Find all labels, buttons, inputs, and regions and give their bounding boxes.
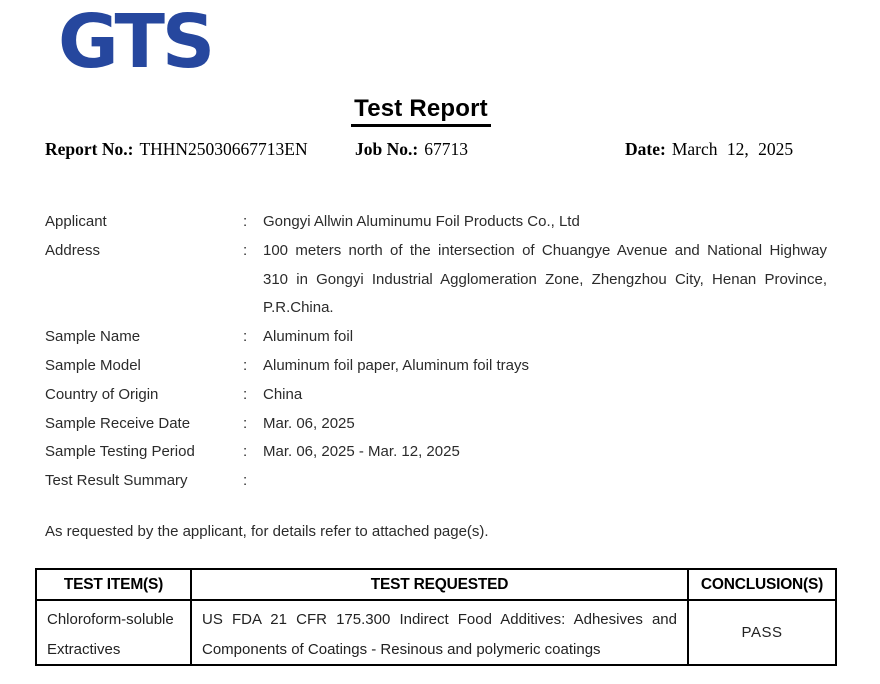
field-colon: : — [243, 385, 248, 403]
date-label: Date: — [625, 139, 666, 159]
col-test-items-header: TEST ITEM(S) — [36, 569, 191, 600]
field-label: Country of Origin — [45, 385, 159, 403]
test-requested-cell — [191, 600, 688, 665]
field-value: Aluminum foil paper, Aluminum foil trays — [263, 356, 529, 374]
page-title: Test Report — [351, 95, 491, 127]
field-label: Sample Testing Period — [45, 443, 195, 461]
field-value: Aluminum foil — [263, 328, 354, 346]
field-applicant — [45, 208, 827, 237]
field-label: Sample Model — [45, 356, 141, 374]
field-sample-model — [45, 352, 827, 381]
field-label: Sample Receive Date — [45, 414, 191, 432]
test-item-line: Chloroform-soluble — [47, 611, 174, 628]
field-value: China — [263, 385, 303, 403]
field-sample-name — [45, 323, 827, 352]
field-colon: : — [243, 356, 248, 374]
col-test-requested-header: TEST REQUESTED — [191, 569, 688, 600]
report-no-value: THHN25030667713EN — [139, 139, 308, 159]
field-colon: : — [243, 213, 248, 230]
conclusion-value: PASS — [741, 624, 783, 641]
field-value-line: 100 meters north of the intersection of Chuangye Avenue and National Highway — [263, 241, 827, 259]
field-label: Applicant — [45, 213, 107, 230]
date-value: March 12, 2025 — [671, 139, 794, 159]
sample-info-section — [45, 208, 827, 496]
field-value: Gongyi Allwin Aluminumu Foil Products Co., Ltd — [263, 213, 580, 230]
test-requested-line: Components of Coatings - Resinous and polymeric coatings — [202, 640, 601, 658]
table-row — [36, 600, 836, 665]
report-no-label: Report No.: — [45, 139, 134, 159]
gts-logo: GTS — [58, 0, 213, 85]
test-item-line: Extractives — [47, 640, 121, 658]
report-meta-row — [0, 139, 880, 165]
field-value-line: P.R.China. — [263, 299, 334, 317]
field-value-line: 310 in Gongyi Industrial Agglomeration Zone, Zhengzhou City, Henan Province, — [263, 270, 827, 288]
field-address — [45, 237, 827, 323]
conclusion-cell — [688, 600, 836, 665]
field-sample-receive-date — [45, 410, 827, 439]
results-table — [35, 568, 837, 666]
field-country-of-origin — [45, 381, 827, 410]
field-sample-testing-period — [45, 438, 827, 467]
report-date — [625, 139, 793, 160]
job-no-value: 67713 — [424, 139, 468, 159]
field-colon: : — [243, 241, 248, 259]
field-label: Sample Name — [45, 328, 141, 346]
field-colon: : — [243, 443, 248, 461]
job-no — [355, 139, 468, 160]
field-value: Mar. 06, 2025 - Mar. 12, 2025 — [263, 443, 460, 461]
test-item-cell — [36, 600, 191, 665]
field-label: Address — [45, 241, 101, 259]
title-row — [0, 95, 842, 127]
field-colon: : — [243, 414, 248, 432]
note-text: As requested by the applicant, for details refer to attached page(s). — [45, 523, 489, 540]
field-value: Mar. 06, 2025 — [263, 414, 355, 432]
field-colon: : — [243, 328, 248, 346]
job-no-label: Job No.: — [355, 139, 419, 159]
table-header-row — [36, 569, 836, 600]
field-label: Test Result Summary — [45, 472, 188, 490]
col-conclusions-header: CONCLUSION(S) — [688, 569, 836, 600]
report-no — [45, 139, 308, 160]
field-test-result-summary — [45, 467, 827, 496]
field-colon: : — [243, 472, 248, 490]
test-requested-line: US FDA 21 CFR 175.300 Indirect Food Additives: Adhesives and — [202, 611, 677, 628]
